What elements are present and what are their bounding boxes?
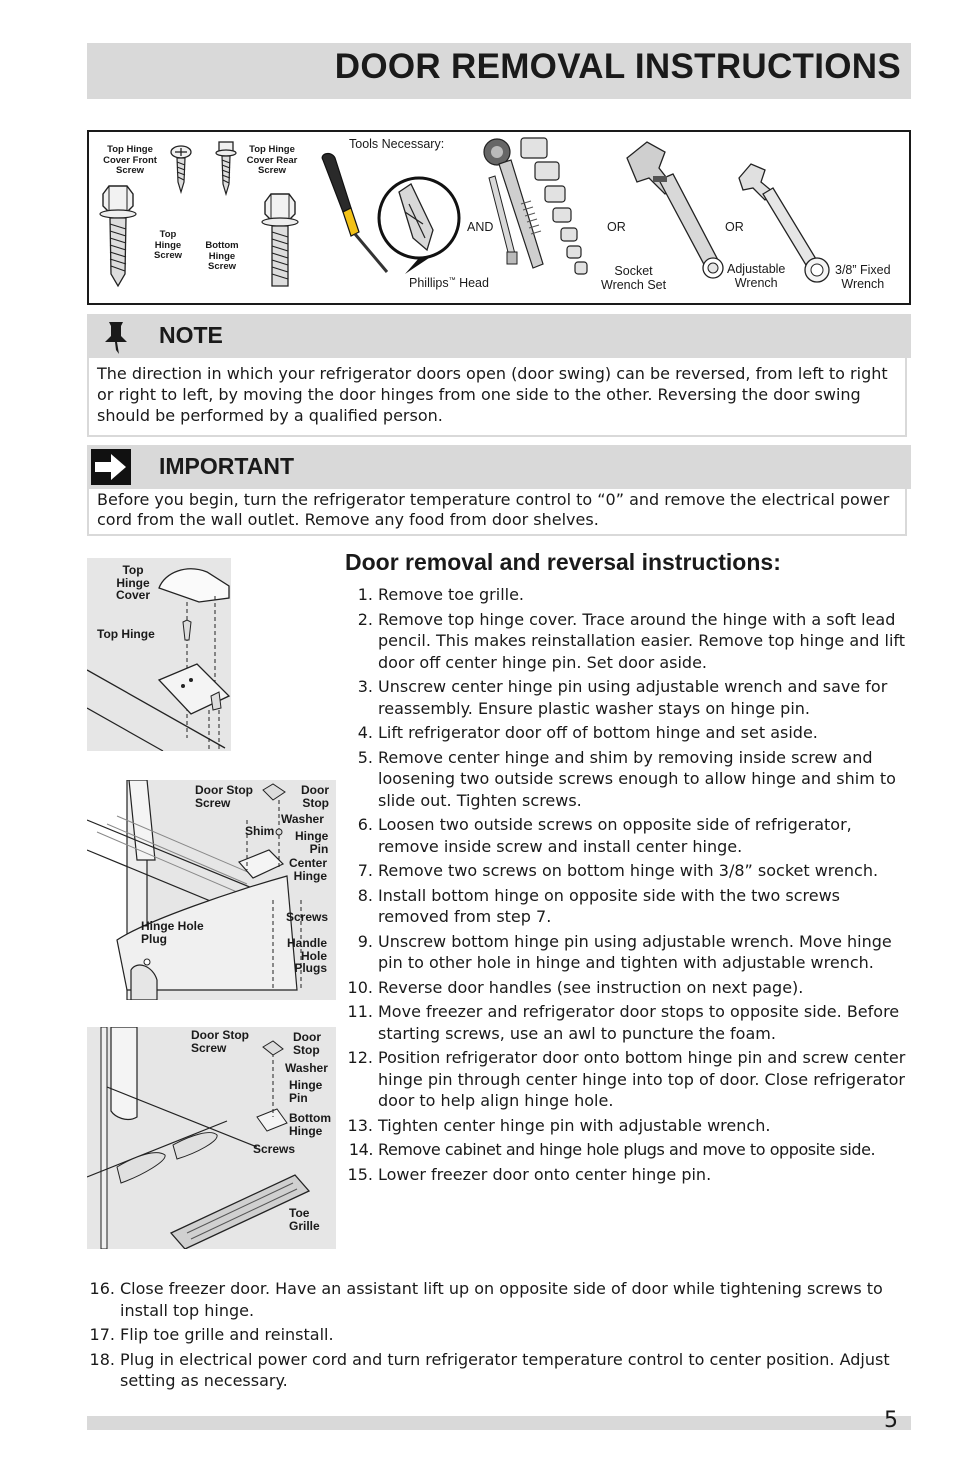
phillips-tip-magnifier-icon (375, 174, 467, 278)
list-item: 1. Remove toe grille. (357, 585, 525, 604)
bottom-hinge-label: Bottom Hinge (289, 1111, 331, 1138)
or-label-2: OR (725, 220, 744, 234)
important-header (87, 445, 911, 489)
list-item: 15. Lower freezer door onto center hinge pin. (347, 1164, 712, 1184)
toe-grille-label: Toe Grille (289, 1206, 320, 1233)
washer-label: Washer (285, 1061, 328, 1075)
washer-label: Washer (281, 812, 324, 826)
fixed-wrench-label: 3/8” Fixed Wrench (835, 263, 891, 291)
list-item: 13. Tighten center hinge pin with adjustable wrench. (347, 1115, 771, 1135)
door-stop-label: Door Stop (293, 1030, 321, 1057)
bottom-hinge-illustration (87, 1027, 336, 1249)
instructions-steps (345, 584, 913, 1188)
list-item: 5. Remove center hinge and shim by removing inside screw and loosening two outside screws enough to allow hinge and shim to slide out. Tighten screws. (357, 747, 896, 810)
short-screw-icon (169, 144, 193, 194)
trademark-symbol: ™ (448, 277, 456, 284)
list-item: 17. Flip toe grille and reinstall. (89, 1325, 334, 1344)
door-stop-label: Door Stop (301, 783, 329, 810)
list-item: 8. Install bottom hinge on opposite side with the two screws removed from step 7. (357, 885, 841, 926)
page-title: DOOR REMOVAL INSTRUCTIONS (334, 47, 901, 86)
shim-label: Shim (245, 824, 275, 838)
list-item: 7. Remove two screws on bottom hinge with 3/8” socket wrench. (357, 861, 879, 880)
handle-hole-plugs-label: Handle Hole Plugs (287, 936, 328, 975)
header-bar (87, 43, 911, 99)
important-title: IMPORTANT (159, 453, 295, 479)
list-item: 3. Unscrew center hinge pin using adjustable wrench and save for reassembly. Ensure plastic washer stays on hinge pin. (357, 677, 888, 718)
top-hinge-illustration (87, 558, 231, 751)
top-hinge-cover-front-screw-label: Top Hinge Cover Front Screw (103, 144, 157, 176)
top-hinge-screw-label: Top Hinge Screw (154, 229, 182, 261)
list-item: 18. Plug in electrical power cord and turn refrigerator temperature control to center position. Adjust setting as necessary. (89, 1349, 890, 1390)
top-hinge-cover-label: Top Hinge Cover (115, 563, 150, 602)
footer-bar (87, 1416, 911, 1430)
list-item: 2. Remove top hinge cover. Trace around the hinge with a soft lead pencil. This makes reinstallation easier. Remove top hinge and lift door off center hinge pin. Set door aside. (357, 609, 906, 672)
hinge-pin-label: Hinge Pin (289, 1078, 323, 1105)
top-hinge-label: Top Hinge (97, 627, 155, 641)
screws-label: Screws (253, 1142, 296, 1156)
phillips-label: Phillips (409, 276, 449, 291)
phillips-head-label (409, 274, 489, 290)
note-text: The direction in which your refrigerator doors open (door swing) can be reversed, from left to right or right to left, by moving the door hinges from one side to the other. Reversing the door swing should be performed by a qualified person. (87, 358, 907, 437)
adjustable-wrench-label: Adjustable Wrench (727, 262, 786, 290)
center-hinge-label: Center Hinge (289, 856, 328, 883)
door-stop-screw-label: Door Stop Screw (195, 783, 253, 810)
instructions-title: Door removal and reversal instructions: (345, 549, 781, 575)
fixed-wrench-icon (735, 160, 835, 288)
hex-bolt-icon (259, 192, 301, 290)
hex-bolt-icon (97, 184, 139, 288)
top-hinge-cover-rear-screw-label: Top Hinge Cover Rear Screw (246, 144, 298, 176)
list-item: 11. Move freezer and refrigerator door stops to opposite side. Before starting screws, use an awl to puncture the foam. (347, 1002, 900, 1043)
socket-wrench-set-label: Socket Wrench Set (601, 264, 667, 292)
hinge-hole-plug-label: Hinge Hole Plug (141, 919, 204, 946)
or-label-1: OR (607, 220, 626, 234)
socket-wrench-set-icon (479, 134, 605, 284)
note-header (87, 314, 911, 358)
note-title: NOTE (159, 322, 223, 348)
hinge-pin-label: Hinge Pin (295, 829, 329, 856)
list-item: 4. Lift refrigerator door off of bottom hinge and set aside. (357, 723, 818, 742)
list-item: 16. Close freezer door. Have an assistant lift up on opposite side of door while tightening screws to install top hinge. (89, 1279, 883, 1320)
list-item: 9. Unscrew bottom hinge pin using adjustable wrench. Move hinge pin to other hole in hinge and tighten with adjustable wrench. (357, 931, 892, 972)
instructions-steps-continued (87, 1278, 913, 1395)
arrow-right-icon (91, 449, 131, 485)
center-hinge-illustration (87, 780, 336, 1000)
adjustable-wrench-icon (619, 138, 731, 286)
screws-label: Screws (286, 910, 329, 924)
important-text: Before you begin, turn the refrigerator temperature control to “0” and remove the electrical power cord from the wall outlet. Remove any food from door shelves. (87, 489, 907, 536)
door-stop-screw-label: Door Stop Screw (191, 1028, 249, 1055)
head-label: Head (455, 276, 489, 291)
tools-panel (87, 130, 911, 305)
bottom-hinge-screw-label: Bottom Hinge Screw (205, 240, 239, 272)
short-screw-icon (214, 140, 238, 196)
list-item: 10. Reverse door handles (see instruction on next page). (347, 977, 804, 997)
page-number: 5 (884, 1408, 898, 1433)
pushpin-icon (101, 320, 131, 356)
list-item: 6. Loosen two outside screws on opposite side of refrigerator, remove inside screw and install center hinge. (357, 815, 852, 856)
tools-necessary-label: Tools Necessary: (349, 137, 445, 151)
and-label: AND (467, 220, 494, 234)
list-item: 12. Position refrigerator door onto bottom hinge pin and screw center hinge pin through center hinge into top of door. Close refrigerator door to help align hinge hole. (347, 1048, 906, 1110)
list-item: 14. Remove cabinet and hinge hole plugs and move to opposite side. (348, 1140, 876, 1159)
